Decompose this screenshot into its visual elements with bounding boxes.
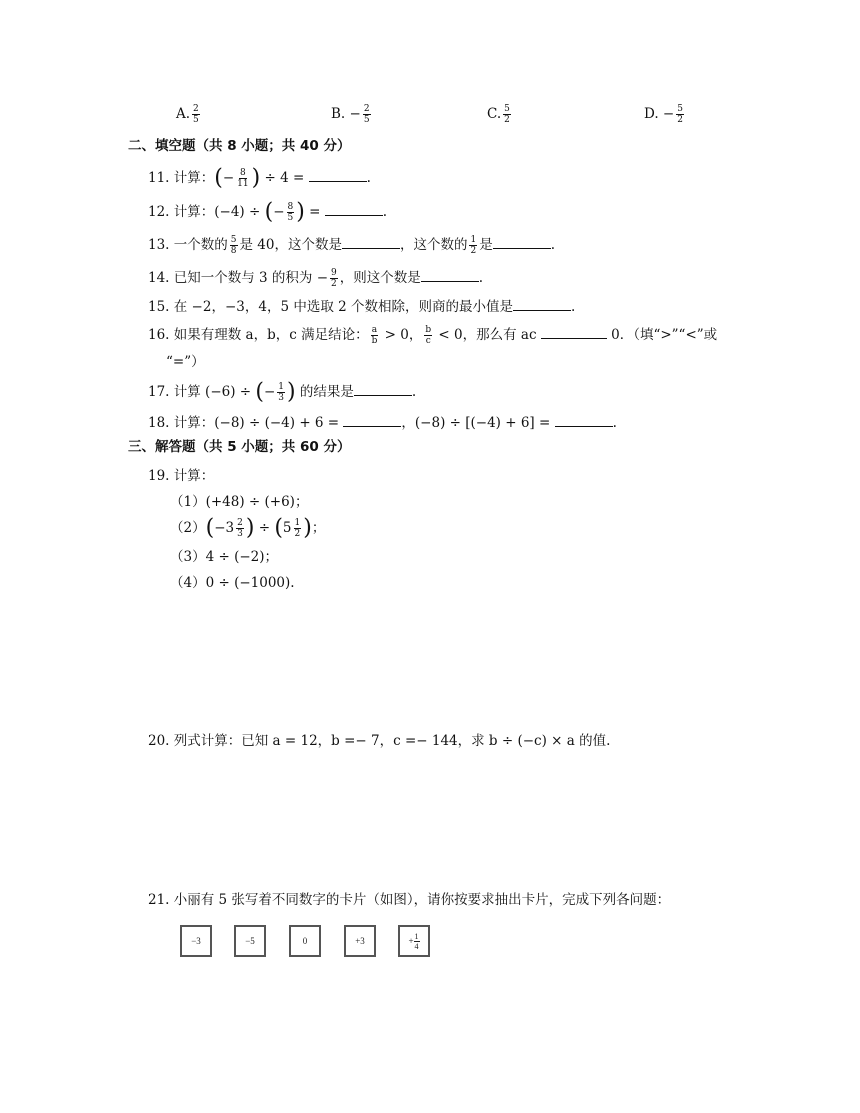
question-12: 12. 计算：(−4) ÷ (− $\frac{8}{5}$ ) = . [148,199,388,225]
question-19-title: 19. 计算： [148,468,215,484]
fraction: $\frac{2}{5}$ [363,104,370,125]
question-19-part-4: （4）0 ÷ (−1000). [170,575,295,591]
question-16-continued: “=”） [166,354,205,370]
answer-blank[interactable] [493,235,551,249]
fraction: $\frac{5}{2}$ [504,104,510,125]
question-14: 14. 已知一个数与 3 的积为 − $\frac{9}{2}$ ，则这个数是 . [148,268,484,289]
number-card: −5 [234,925,266,957]
question-18: 18. 计算：(−8) ÷ (−4) + 6 = ，(−8) ÷ [(−4) + 6] = . [148,415,617,431]
answer-blank[interactable] [354,382,412,396]
number-card: +3 [344,925,376,957]
number-card: 0 [289,925,321,957]
answer-blank[interactable] [309,168,367,182]
fraction: $\frac{5}{2}$ [677,104,683,125]
option-d: D. − $\frac{5}{2}$ [644,104,683,125]
question-19-part-1: （1）(+48) ÷ (+6)； [170,494,309,510]
answer-blank[interactable] [342,235,400,249]
question-13: 13. 一个数的 $\frac{5}{8}$ 是 40，这个数是 ，这个数的 $\frac{1}{2}$ 是 . [148,235,556,256]
section-3-heading: 三、解答题（共 5 小题；共 60 分） [128,439,351,455]
question-21: 21. 小丽有 5 张写着不同数字的卡片（如图），请你按要求抽出卡片，完成下列各问题： [148,892,671,908]
question-17: 17. 计算 (−6) ÷ (− $\frac{1}{3}$ ) 的结果是 . [148,379,417,405]
question-15: 15. 在 −2，−3，4，5 中选取 2 个数相除，则商的最小值是 . [148,299,576,315]
number-card: −3 [180,925,212,957]
question-19-part-2: （2）(−3 $\frac{2}{3}$ ) ÷ (5 $\frac{1}{2}$ )； [170,515,326,541]
section-2-heading: 二、填空题（共 8 小题；共 40 分） [128,138,351,154]
answer-blank[interactable] [541,325,607,339]
question-16: 16. 如果有理数 a，b，c 满足结论： $\frac{a}{b}$ > 0， $\frac{b}{c}$ < 0，那么有 ac 0．（填“>”“<”或 [148,325,718,346]
answer-blank[interactable] [325,202,383,216]
answer-blank[interactable] [555,413,613,427]
option-a: A. $\frac{2}{5}$ [176,104,199,125]
option-b: B. − $\frac{2}{5}$ [331,104,370,125]
answer-blank[interactable] [513,297,571,311]
answer-blank[interactable] [421,268,479,282]
fraction: $\frac{2}{5}$ [193,104,199,125]
number-card: + $\frac{1}{4}$ [398,925,430,957]
question-11: 11. 计算：(− $\frac{8}{11}$ ) ÷ 4 = . [148,165,371,191]
option-c: C. $\frac{5}{2}$ [487,104,510,125]
question-20: 20. 列式计算：已知 a = 12，b =− 7，c =− 144，求 b ÷ (−c) × a 的值. [148,733,611,749]
answer-blank[interactable] [343,413,401,427]
question-19-part-3: （3）4 ÷ (−2)； [170,549,279,565]
